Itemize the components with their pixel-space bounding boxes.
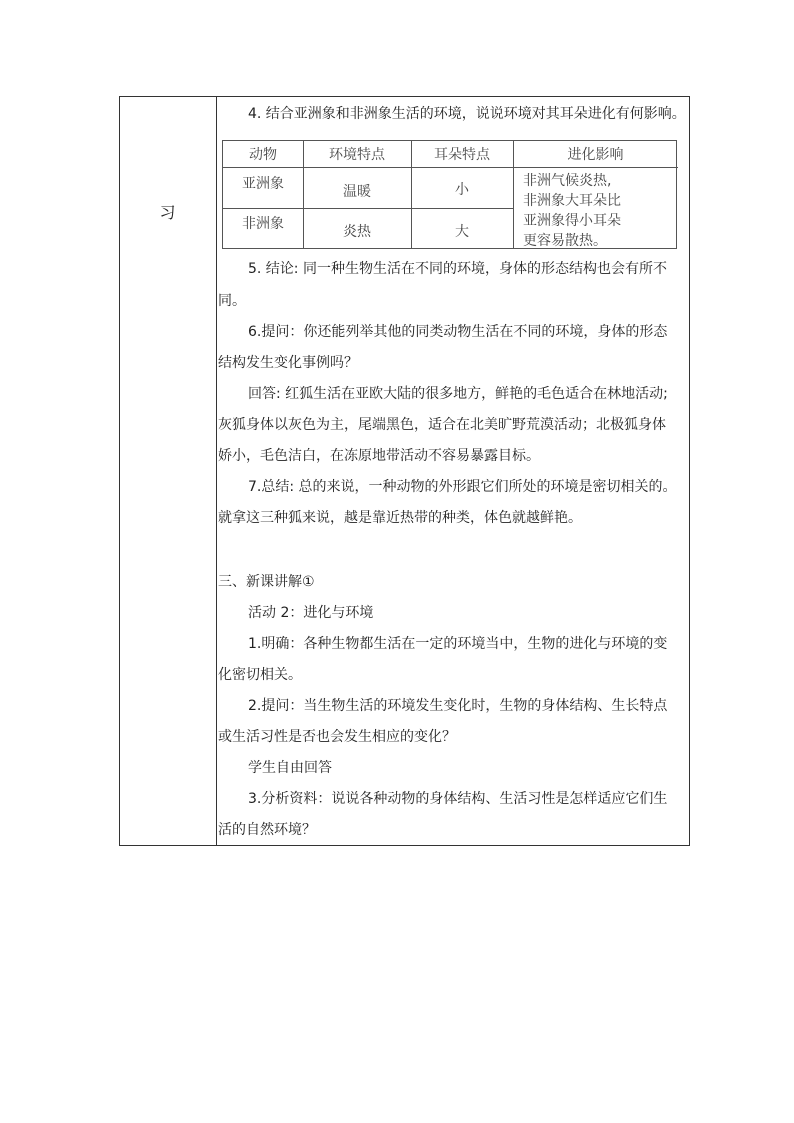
row-environment: 温暖 [343, 184, 371, 200]
section-heading: 三、新课讲解① [218, 574, 315, 590]
effect-line: 非洲气候炎热, [523, 173, 612, 189]
row-animal: 亚洲象 [242, 176, 284, 192]
column-divider [216, 96, 217, 846]
effect-text [513, 171, 678, 249]
text-line: 活的自然环境？ [218, 822, 316, 838]
text-line: 结构发生变化事例吗？ [218, 355, 358, 371]
text-line: 3.分析资料：说说各种动物的身体结构、生活习性是怎样适应它们生 [248, 791, 668, 807]
effect-line: 亚洲象得小耳朵 [523, 213, 621, 229]
row-environment: 炎热 [343, 224, 371, 240]
text-line: 5. 结论: 同一种生物生活在不同的环境，身体的形态结构也会有所不 [248, 261, 667, 277]
effect-line: 非洲象大耳朵比 [523, 193, 621, 209]
text-line: 娇小，毛色洁白，在冻原地带活动不容易暴露目标。 [218, 448, 540, 464]
section-label: 习 [159, 203, 176, 222]
question-4: 4. 结合亚洲象和非洲象生活的环境，说说环境对其耳朵进化有何影响。 [248, 106, 686, 122]
text-line: 灰狐身体以灰色为主，尾端黑色，适合在北美旷野荒漠活动；北极狐身体 [218, 417, 666, 433]
row-ear: 大 [455, 224, 469, 240]
text-line: 回答: 红狐生活在亚欧大陆的很多地方，鲜艳的毛色适合在林地活动; [248, 386, 668, 402]
header-animal: 动物 [249, 147, 277, 163]
row-ear: 小 [455, 182, 469, 198]
text-line: 或生活习性是否也会发生相应的变化？ [218, 729, 456, 745]
header-environment: 环境特点 [329, 147, 385, 163]
elephant-table [222, 140, 677, 249]
text-line: 活动 2：进化与环境 [248, 605, 374, 621]
text-line: 6.提问：你还能列举其他的同类动物生活在不同的环境，身体的形态 [248, 324, 668, 340]
header-ear: 耳朵特点 [434, 147, 490, 163]
text-line: 就拿这三种狐来说，越是靠近热带的种类，体色就越鲜艳。 [218, 510, 582, 526]
header-effect: 进化影响 [567, 147, 624, 163]
text-line: 2.提问：当生物生活的环境发生变化时，生物的身体结构、生长特点 [248, 698, 668, 714]
text-line: 化密切相关。 [218, 667, 302, 683]
effect-line: 更容易散热。 [523, 233, 607, 249]
text-line: 学生自由回答 [248, 760, 332, 776]
text-line: 7.总结: 总的来说，一种动物的外形跟它们所处的环境是密切相关的。 [248, 479, 677, 495]
row-animal: 非洲象 [242, 216, 284, 232]
text-line: 同。 [218, 293, 246, 309]
text-line: 1.明确：各种生物都生活在一定的环境当中，生物的进化与环境的变 [248, 636, 668, 652]
